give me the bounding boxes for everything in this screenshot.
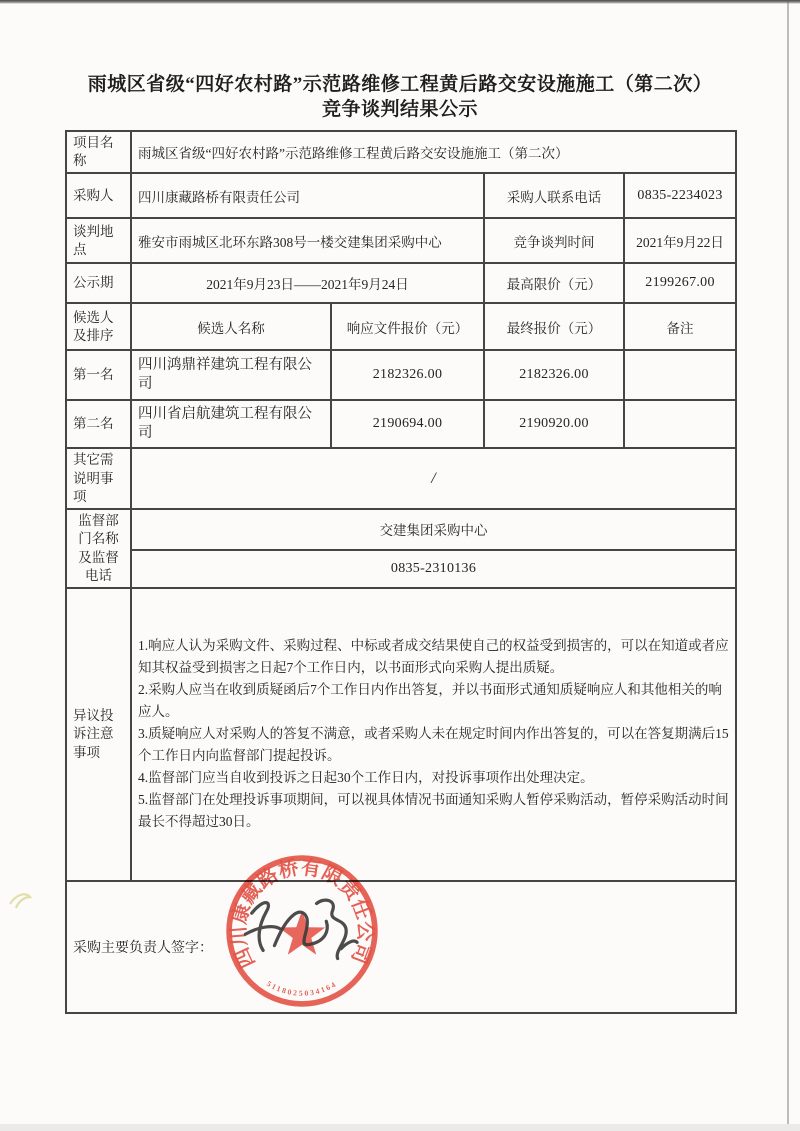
row-other-notes: [66, 448, 736, 509]
objection-item-4: 4.监督部门应当自收到投诉之日起30个工作日内，对投诉事项作出处理决定。: [138, 770, 594, 786]
candidates-remark-header: 备注: [624, 303, 736, 350]
row-purchaser: [66, 173, 736, 218]
negotiation-time-label: 竞争谈判时间: [484, 218, 624, 263]
candidate-2-name: 四川省启航建筑工程有限公司: [131, 400, 331, 448]
candidate-2-final-price: 2190920.00: [484, 400, 624, 448]
row-publicity: [66, 263, 736, 303]
project-label: 项目名称: [66, 131, 131, 173]
pen-mark: [6, 888, 36, 914]
supervision-label: 监督部门名称及监督电话: [66, 509, 131, 588]
purchaser-phone-value: 0835-2234023: [624, 173, 736, 218]
row-objection-notes: [66, 588, 736, 881]
row-project: [66, 131, 736, 173]
other-notes-value: /: [131, 448, 736, 509]
row-candidates-header: [66, 303, 736, 350]
negotiation-time-value: 2021年9月22日: [624, 218, 736, 263]
objection-item-2: 2.采购人应当在收到质疑函后7个工作日内作出答复，并以书面形式通知质疑响应人和其他相关的响应人。: [138, 682, 722, 720]
document-title-line2: 竞争谈判结果公示: [321, 99, 478, 120]
objection-item-1: 1.响应人认为采购文件、采购过程、中标或者成交结果使自己的权益受到损害的，可以在知道或者应知其权益受到损害之日起7个工作日内，以书面形式向采购人提出质疑。: [138, 638, 729, 676]
objection-label: 异议投诉注意事项: [66, 588, 131, 881]
candidate-2-doc-price: 2190694.00: [331, 400, 484, 448]
company-seal: [221, 850, 383, 1012]
objection-text: [131, 588, 736, 881]
candidate-row-1: [66, 350, 736, 400]
purchaser-value: 四川康藏路桥有限责任公司: [131, 173, 484, 218]
objection-item-5: 5.监督部门在处理投诉事项期间，可以视具体情况书面通知采购人暂停采购活动，暂停采购活动时间最长不得超过30日。: [138, 792, 729, 830]
document-title: [60, 72, 740, 122]
candidate-1-name: 四川鸿鼎祥建筑工程有限公司: [131, 350, 331, 400]
scan-edge-top: [0, 0, 800, 4]
location-value: 雅安市雨城区北环东路308号一楼交建集团采购中心: [131, 218, 484, 263]
publicity-label: 公示期: [66, 263, 131, 303]
candidate-1-remark: [624, 350, 736, 400]
purchaser-label: 采购人: [66, 173, 131, 218]
project-value: 雨城区省级“四好农村路”示范路维修工程黄后路交安设施施工（第二次）: [131, 131, 736, 173]
row-signature: [66, 881, 736, 1013]
candidate-2-remark: [624, 400, 736, 448]
candidates-rank-header: 候选人及排序: [66, 303, 131, 350]
publicity-value: 2021年9月23日——2021年9月24日: [131, 263, 484, 303]
seal-serial-number: 5118025034164: [265, 979, 338, 998]
other-notes-label: 其它需说明事项: [66, 448, 131, 509]
supervision-phone-value: 0835-2310136: [131, 550, 736, 588]
seal-star: [279, 911, 325, 955]
candidate-1-doc-price: 2182326.00: [331, 350, 484, 400]
candidate-row-2: [66, 400, 736, 448]
seal-company-text: 四川康藏路桥有限责任公司: [227, 856, 376, 972]
scan-edge-right: [787, 0, 789, 1131]
result-announcement-table: [65, 130, 737, 1014]
candidate-2-rank: 第二名: [66, 400, 131, 448]
location-label: 谈判地点: [66, 218, 131, 263]
document-title-line1: 雨城区省级“四好农村路”示范路维修工程黄后路交安设施施工（第二次）: [87, 74, 713, 95]
row-supervision-dept: [66, 509, 736, 549]
candidates-name-header: 候选人名称: [131, 303, 331, 350]
objection-item-3: 3.质疑响应人对采购人的答复不满意，或者采购人未在规定时间内作出答复的，可以在答复期满后15个工作日内向监督部门提起投诉。: [138, 726, 729, 764]
row-supervision-phone: [66, 550, 736, 588]
candidates-final-price-header: 最终报价（元）: [484, 303, 624, 350]
max-price-label: 最高限价（元）: [484, 263, 624, 303]
candidates-doc-price-header: 响应文件报价（元）: [331, 303, 484, 350]
row-location: [66, 218, 736, 263]
candidate-1-final-price: 2182326.00: [484, 350, 624, 400]
signature-label: 采购主要负责人签字：: [66, 881, 736, 1013]
supervision-dept-value: 交建集团采购中心: [131, 509, 736, 549]
max-price-value: 2199267.00: [624, 263, 736, 303]
scan-edge-bottom: [0, 1124, 800, 1131]
purchaser-phone-label: 采购人联系电话: [484, 173, 624, 218]
candidate-1-rank: 第一名: [66, 350, 131, 400]
